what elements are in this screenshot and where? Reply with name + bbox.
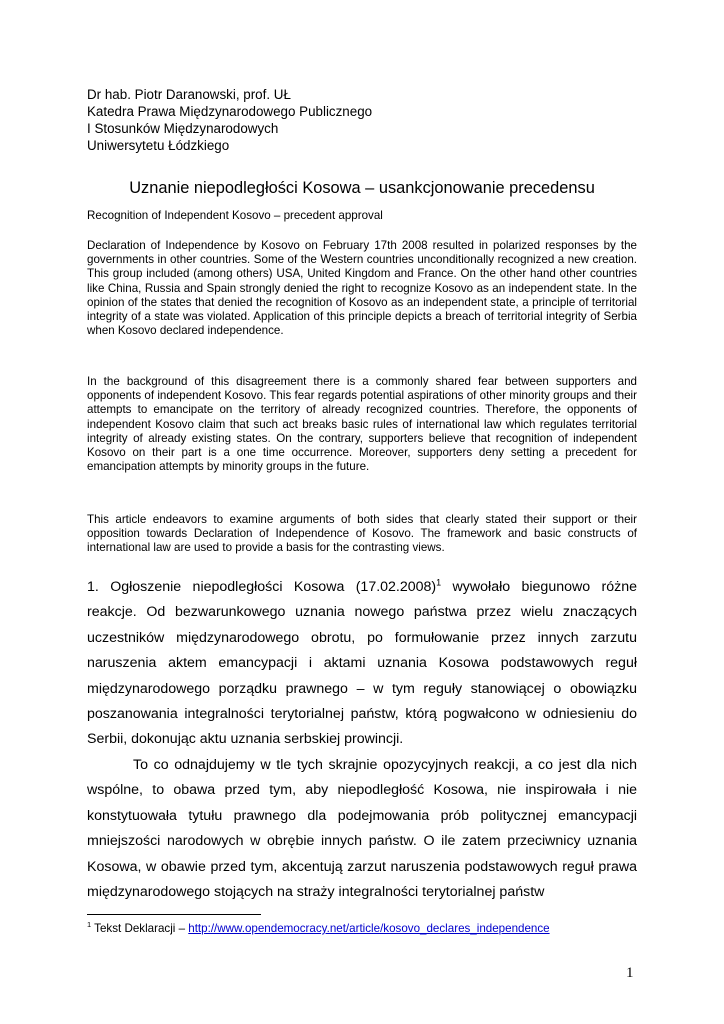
author-department: Katedra Prawa Międzynarodowego Publicznego	[87, 104, 373, 119]
abstract-paragraph-1: Declaration of Independence by Kosovo on February 17th 2008 resulted in polarized responses by the governments in other countries. Some of the Western countries unconditionally recognized a new creation. This group included (among others) USA, United Kingdom and France. On the other hand other countries like China, Russia and Spain strongly denied the right to recognize Kosovo as an independent state. In the opinion of the states that denied the recognition of Kosovo as an independent state, a principle of territorial integrity of a state was violated. Application of this principle depicts a breach of territorial integrity of Serbia when Kosovo declared independence.	[87, 239, 637, 338]
body-paragraph-1	[87, 575, 637, 753]
footnote-reference[interactable]: 1	[436, 577, 442, 588]
abstract-paragraph-2: In the background of this disagreement there is a commonly shared fear between supporters and opponents of independent Kosovo. This fear regards potential aspirations of other minority groups and their attempts to emancipate on the territory of already recognized countries. Therefore, the opponents of independent Kosovo claim that such act breaks basic rules of international law which regulates territorial integrity of already existing states. On the contrary, supporters believe that recognition of independent Kosovo on their part is a one time occurrence. Moreover, supporters deny setting a precedent for emancipation attempts by minority groups in the future.	[87, 375, 637, 474]
footnote-number: 1	[87, 920, 92, 930]
footnote-separator	[87, 914, 261, 915]
body-paragraph-1-rest: wywołało biegunowo różne reakcje. Od bezwarunkowego uznania nowego państwa przez wielu znaczących uczestników międzynarodowego obrotu, po formułowanie przez innych zarzutu naruszenia aktem emancypacji i aktami uznania Kosowa podstawowych reguł międzynarodowego porządku prawnego – w tym reguły stanowiącej o obowiązku poszanowania integralności terytorialnej państw, którą pogwałcono w odniesieniu do Serbii, dokonując aktu uznania serbskiej prowincji.	[87, 579, 637, 748]
footnote-text: Tekst Deklaracji –	[91, 922, 189, 935]
page-number: 1	[626, 965, 634, 981]
body-paragraph-2: To co odnajdujemy w tle tych skrajnie opozycyjnych reakcji, a co jest dla nich wspólne, to obawa przed tym, aby niepodległość Kosowa, nie inspirowała i nie konstytuowała tytułu prawnego dla podejmowania prób politycznej emancypacji mniejszości narodowych w obrębie innych państw. O ile zatem przeciwnicy uznania Kosowa, w obawie przed tym, akcentują zarzut naruszenia podstawowych reguł prawa międzynarodowego stojących na straży integralności terytorialnej państw	[87, 757, 637, 901]
author-university: Uniwersytetu Łódzkiego	[87, 138, 230, 153]
body-paragraph-1-start: 1. Ogłoszenie niepodległości Kosowa (17.02.2008)	[87, 579, 437, 595]
abstract-paragraph-3: This article endeavors to examine arguments of both sides that clearly stated their support or their opposition towards Declaration of Independence of Kosovo. The framework and basic constructs of international law are used to provide a basis for the contrasting views.	[87, 513, 637, 555]
footnote-link[interactable]: http://www.opendemocracy.net/article/kosovo_declares_independence	[188, 922, 550, 935]
paper-subtitle: Recognition of Independent Kosovo – precedent approval	[87, 209, 383, 222]
author-name: Dr hab. Piotr Daranowski, prof. UŁ	[87, 87, 291, 102]
author-department-cont: I Stosunków Międzynarodowych	[87, 121, 279, 136]
footnote	[87, 921, 550, 936]
author-block	[87, 86, 372, 154]
paper-title: Uznanie niepodległości Kosowa – usankcjonowanie precedensu	[129, 179, 595, 197]
